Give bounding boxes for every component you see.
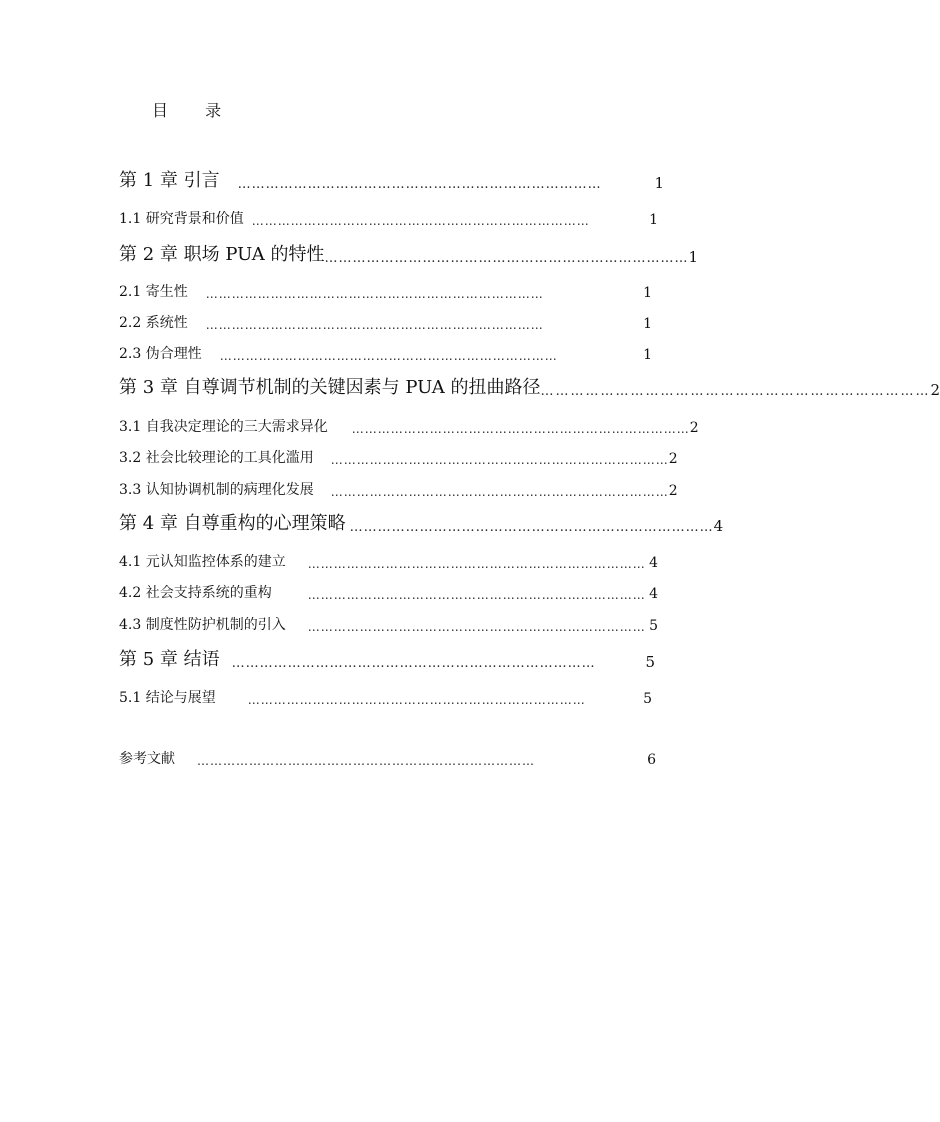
dot-leader: ……………………………………………………………………: [205, 287, 544, 301]
dot-leader: ……………………………………………………………………: [330, 453, 669, 467]
toc-entry-label: 3.1 自我决定理论的三大需求异化: [119, 419, 328, 435]
toc-entry-label: 4.2 社会支持系统的重构: [119, 585, 272, 601]
toc-entry-references[interactable]: [119, 744, 656, 768]
toc-page-number: 2: [689, 420, 699, 436]
dot-leader: ……………………………………………………………………: [307, 620, 646, 634]
toc-page-number: 1: [688, 248, 699, 266]
dot-leader: ……………………………………………………………………: [330, 485, 669, 499]
toc-entry-2-1[interactable]: [119, 277, 652, 301]
dot-leader: ……………………………………………………………………: [307, 588, 646, 602]
dot-leader: ……………………………………………………………………: [540, 384, 931, 399]
toc-entry-chapter-4[interactable]: [119, 511, 724, 535]
toc-entry-label: 第 3 章 自尊调节机制的关键因素与 PUA 的扭曲路径: [119, 377, 541, 398]
toc-title: 目 录: [152, 101, 238, 120]
toc-page-number: 1: [643, 347, 652, 363]
toc-entry-1-1[interactable]: [119, 204, 658, 228]
dot-leader: ……………………………………………………………………: [205, 318, 544, 332]
toc-entry-label: 第 2 章 职场 PUA 的特性: [119, 244, 325, 265]
dot-leader: ……………………………………………………………………: [231, 656, 596, 671]
toc-page-number: 4: [713, 517, 724, 535]
dot-leader: ……………………………………………………………………: [251, 214, 590, 228]
dot-leader: ……………………………………………………………………: [324, 251, 689, 266]
toc-page-number: 1: [643, 316, 652, 332]
toc-entry-3-2[interactable]: [119, 443, 678, 467]
toc-page-number: 4: [649, 586, 658, 602]
toc-entry-label: 第 5 章 结语: [119, 649, 220, 670]
toc-entry-label: 2.3 伪合理性: [119, 346, 202, 362]
toc-entry-chapter-1[interactable]: [119, 168, 664, 192]
toc-entry-label: 3.2 社会比较理论的工具化滥用: [119, 450, 314, 466]
toc-page-number: 2: [668, 451, 678, 467]
toc-page-number: 5: [645, 653, 655, 671]
toc-entry-3-3[interactable]: [119, 475, 678, 499]
toc-entry-label: 3.3 认知协调机制的病理化发展: [119, 482, 314, 498]
dot-leader: ……………………………………………………………………: [351, 422, 690, 436]
toc-entry-label: 2.2 系统性: [119, 315, 188, 331]
toc-entry-2-3[interactable]: [119, 339, 652, 363]
toc-page-number: 1: [654, 174, 664, 192]
dot-leader: ……………………………………………………………………: [197, 754, 535, 768]
toc-entry-label: 5.1 结论与展望: [119, 690, 216, 706]
dot-leader: ……………………………………………………………………: [247, 693, 586, 707]
toc-page-number: 1: [643, 285, 652, 301]
toc-page-number: 1: [649, 212, 658, 228]
toc-entry-3-1[interactable]: [119, 412, 699, 436]
toc-entry-label: 第 4 章 自尊重构的心理策略: [119, 513, 346, 534]
dot-leader: ……………………………………………………………………: [219, 349, 558, 363]
toc-page-number: 6: [647, 752, 656, 768]
toc-entry-4-2[interactable]: [119, 578, 658, 602]
toc-page-number: 5: [643, 691, 652, 707]
dot-leader: ……………………………………………………………………: [237, 177, 602, 192]
toc-page-number: 5: [649, 618, 658, 634]
toc-entry-chapter-2[interactable]: [119, 242, 699, 266]
toc-entry-chapter-5[interactable]: [119, 647, 655, 671]
toc-page-number: 2: [668, 483, 678, 499]
toc-entry-label: 第 1 章 引言: [119, 170, 220, 191]
toc-entry-label: 参考文献: [119, 751, 175, 767]
toc-entry-label: 4.3 制度性防护机制的引入: [119, 617, 286, 633]
toc-entry-5-1[interactable]: [119, 683, 652, 707]
dot-leader: ……………………………………………………………………: [349, 520, 714, 535]
dot-leader: ……………………………………………………………………: [307, 557, 646, 571]
toc-entry-2-2[interactable]: [119, 308, 652, 332]
toc-page-number: 2: [930, 381, 940, 399]
toc-entry-label: 1.1 研究背景和价值: [119, 211, 244, 227]
toc-entry-4-3[interactable]: [119, 610, 658, 634]
toc-entry-label: 2.1 寄生性: [119, 284, 188, 300]
toc-page-number: 4: [649, 555, 658, 571]
toc-entry-4-1[interactable]: [119, 547, 658, 571]
toc-entry-label: 4.1 元认知监控体系的建立: [119, 554, 286, 570]
toc-entry-chapter-3[interactable]: [119, 375, 940, 399]
